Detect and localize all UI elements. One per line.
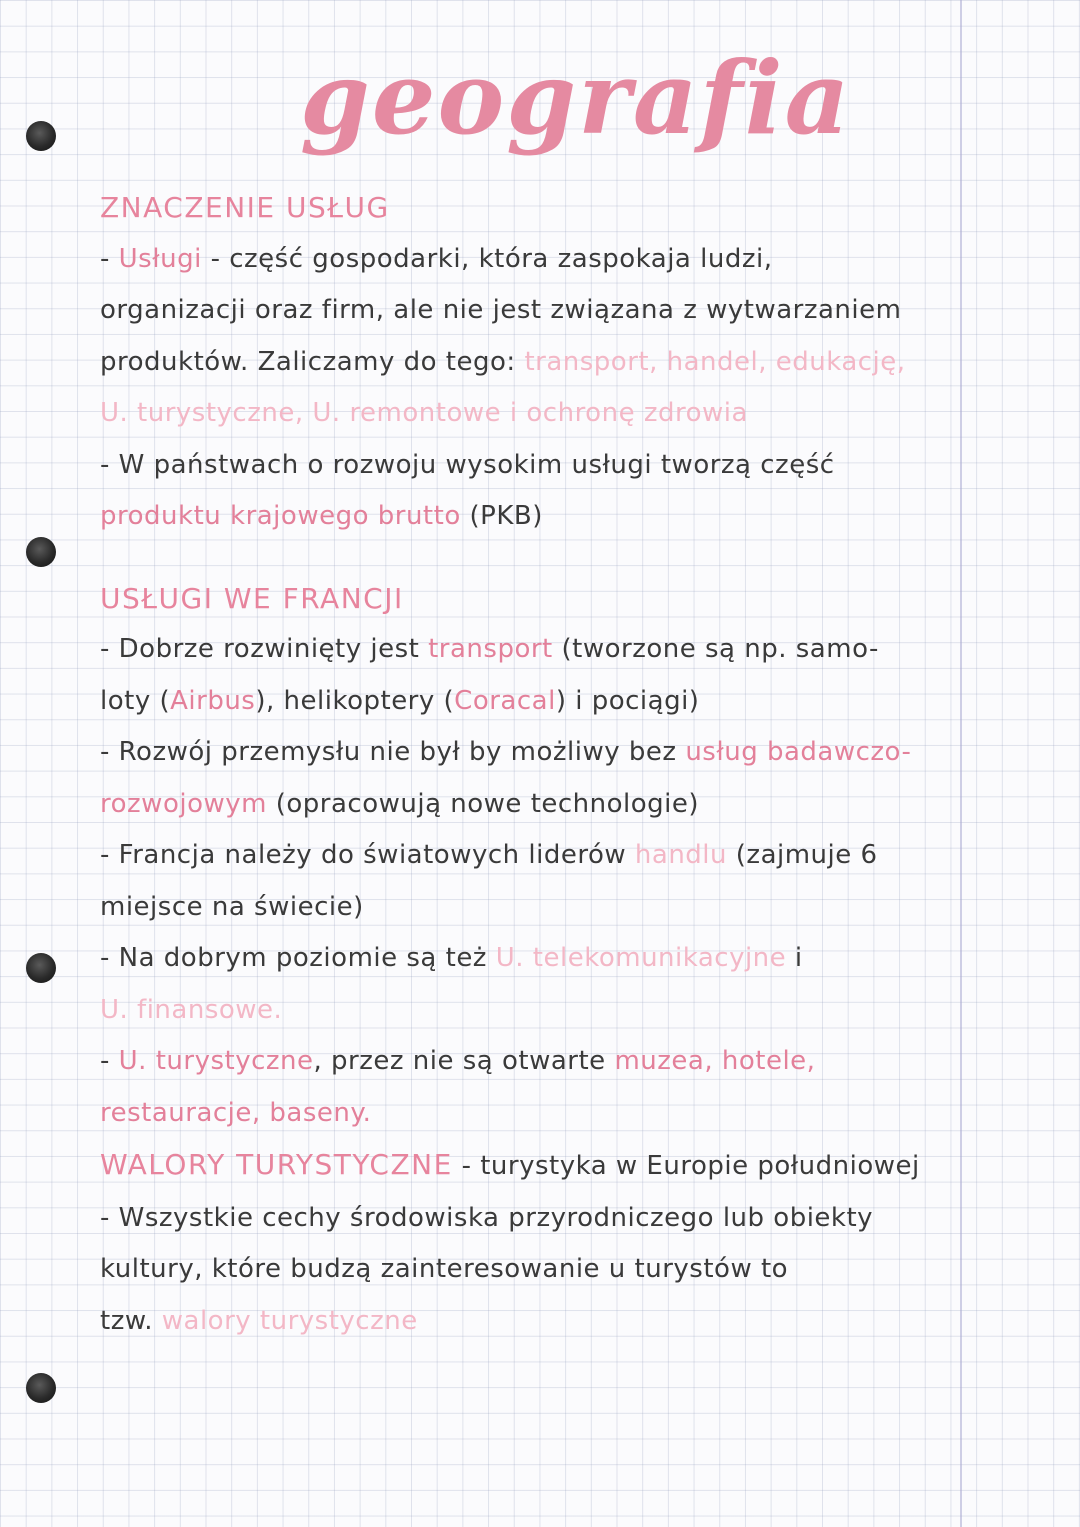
highlight-term: transport, handel, edukację, [524,346,906,377]
binder-hole [26,1373,56,1403]
note-line: tzw. walory turystyczne [100,1305,418,1336]
highlight-term: Coracal [454,685,556,716]
notes-content [100,182,945,1347]
note-line: produktów. Zaliczamy do tego: transport, handel, edukację, [100,346,906,377]
note-line: - Rozwój przemysłu nie był by możliwy bez usług badawczo- [100,737,912,767]
note-line: U. finansowe. [100,994,283,1025]
note-line: miejsce na świecie) [100,891,364,922]
section-heading-znaczenie-uslug: ZNACZENIE USŁUG [100,191,390,224]
note-line: - Wszystkie cechy środowiska przyrodniczego lub obiekty [100,1202,874,1233]
highlight-term: usług badawczo- [685,737,912,767]
binder-hole [26,953,56,983]
highlight-term: transport [428,634,553,664]
note-line: organizacji oraz firm, ale nie jest związana z wytwarzaniem [100,295,902,325]
highlight-term: U. turystyczne [118,1046,314,1076]
highlight-term: muzea, hotele, [614,1046,816,1076]
binder-hole [26,121,56,151]
note-line: - W państwach o rozwoju wysokim usługi tworzą część [100,449,835,480]
note-line: - U. turystyczne, przez nie są otwarte muzea, hotele, [100,1046,816,1076]
highlight-term: Usługi [118,243,202,274]
note-line: - Dobrze rozwinięty jest transport (tworzone są np. samo- [100,634,879,664]
highlight-term: U. telekomunikacyjne [495,943,787,973]
note-line: restauracje, baseny. [100,1097,372,1128]
note-line: U. turystyczne, U. remontowe i ochronę zdrowia [100,398,748,428]
highlight-term: handlu [634,840,728,870]
page-title: geografia [300,39,852,157]
note-line: kultury, które budzą zainteresowanie u turystów to [100,1254,789,1284]
binder-hole [26,537,56,567]
section-heading-uslugi-we-francji: USŁUGI WE FRANCJI [100,581,404,615]
highlight-term: produktu krajowego brutto [100,501,461,531]
note-line: rozwojowym (opracowują nowe technologie) [100,788,700,819]
notebook-margin-line [960,0,962,1527]
highlight-term: rozwojowym [100,788,267,819]
note-line: - Francja należy do światowych liderów handlu (zajmuje 6 [100,840,878,870]
section-heading-walory-turystyczne: WALORY TURYSTYCZNE [100,1148,453,1181]
note-line: WALORY TURYSTYCZNE - turystyka w Europie południowej [100,1148,920,1181]
section-spacer [100,543,945,573]
note-line: loty (Airbus), helikoptery (Coracal) i pociągi) [100,685,700,716]
note-line: - Usługi - część gospodarki, która zaspokaja ludzi, [100,243,773,274]
note-line: - Na dobrym poziomie są też U. telekomunikacyjne i [100,943,803,973]
highlight-term: Airbus [170,685,256,716]
note-line: produktu krajowego brutto (PKB) [100,501,543,531]
highlight-term: walory turystyczne [161,1305,418,1336]
